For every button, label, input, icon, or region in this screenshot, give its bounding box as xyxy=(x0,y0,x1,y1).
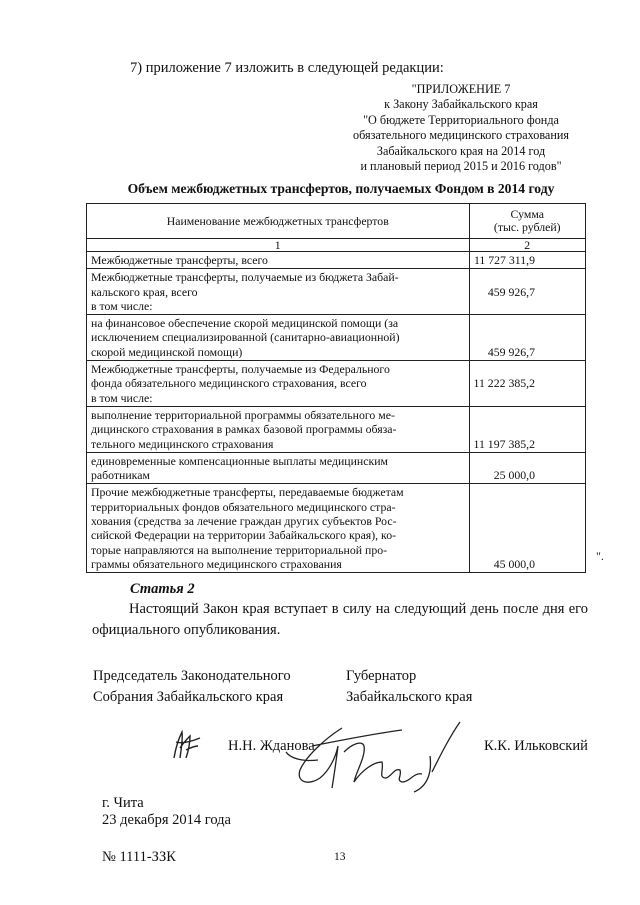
appendix-line: "О бюджете Территориального фонда xyxy=(363,112,559,127)
article-title: Статья 2 xyxy=(130,581,195,597)
column-number-1: 1 xyxy=(87,239,470,252)
signatory-name-left: Н.Н. Жданова xyxy=(228,738,315,754)
row-name: Межбюджетные трансферты, всего xyxy=(87,252,470,269)
table-row xyxy=(87,452,586,484)
table-header-row xyxy=(87,204,586,239)
column-number-2: 2 xyxy=(469,239,586,252)
table-row xyxy=(87,406,586,452)
row-name: единовременные компенсационные выплаты медицинским работникам xyxy=(87,452,470,484)
appendix-header xyxy=(330,82,592,174)
table-row xyxy=(87,361,586,407)
document-number: № 1111-ЗЗК xyxy=(102,849,176,865)
date: 23 декабря 2014 года xyxy=(102,812,231,828)
appendix-line: обязательного медицинского страхования xyxy=(353,128,569,143)
table-row xyxy=(87,252,586,269)
header-sum-cell xyxy=(469,204,586,239)
row-name: Межбюджетные трансферты, получаемые из Федерального фонда обязательного медицинского страхования, всего в том числе: xyxy=(87,361,470,407)
left-handwritten-signature xyxy=(170,728,204,764)
closing-quote: ". xyxy=(596,549,604,563)
appendix-line: Забайкальского края на 2014 год xyxy=(376,143,546,158)
article-text: Настоящий Закон края вступает в силу на следующий день после дня его официального опубликования. xyxy=(92,601,588,638)
row-sum: 25 000,0 xyxy=(469,452,586,484)
right-signatory-line: Забайкальского края xyxy=(346,689,473,705)
left-signatory-title xyxy=(93,666,291,708)
row-name: выполнение территориальной программы обязательного ме- дицинского страхования в рамках базовой программы обяза- тельного медицинского страхования xyxy=(87,406,470,452)
table-row xyxy=(87,269,586,315)
row-sum: 11 727 311,9 xyxy=(469,252,586,269)
appendix-line: и плановый период 2015 и 2016 годов" xyxy=(360,159,562,174)
row-name: Прочие межбюджетные трансферты, передаваемые бюджетам территориальных фондов обязательного медицинского стра- хования (средства за лечение граждан других субъектов Рос- сийской Федерации на территории Забайкальского края), ко- торые направляются на выполнение территориальной про- граммы обязательного медицинского страхования xyxy=(87,484,470,573)
left-signatory-line: Собрания Забайкальского края xyxy=(93,689,284,705)
column-number-row xyxy=(87,239,586,252)
header-sum-text: Сумма (тыс. рублей) xyxy=(493,207,561,234)
row-name: на финансовое обеспечение скорой медицинской помощи (за исключением специализированной (санитарно-авиационной) скорой медицинской помощи) xyxy=(87,315,470,361)
page-number: 13 xyxy=(334,851,346,863)
right-signatory-title xyxy=(346,666,472,708)
row-sum: 459 926,7 xyxy=(469,269,586,315)
table-title: Объем межбюджетных трансфертов, получаемых Фондом в 2014 году xyxy=(127,181,555,196)
row-sum: 45 000,0 xyxy=(469,484,586,573)
row-sum: 11 222 385,2 xyxy=(469,361,586,407)
table-row xyxy=(87,484,586,573)
signatory-name-right: К.К. Ильковский xyxy=(484,738,588,754)
left-signatory-line: Председатель Законодательного xyxy=(93,668,291,684)
appendix-line: к Закону Забайкальского края xyxy=(384,97,538,112)
header-name-cell: Наименование межбюджетных трансфертов xyxy=(87,204,470,239)
right-handwritten-signature xyxy=(282,716,472,796)
row-sum: 459 926,7 xyxy=(469,315,586,361)
row-sum: 11 197 385,2 xyxy=(469,406,586,452)
row-name: Межбюджетные трансферты, получаемые из бюджета Забай- кальского края, всего в том числе: xyxy=(87,269,470,315)
right-signatory-line: Губернатор xyxy=(346,668,417,684)
city: г. Чита xyxy=(102,795,144,811)
appendix-line: "ПРИЛОЖЕНИЕ 7 xyxy=(411,82,511,96)
transfers-table xyxy=(86,203,586,573)
table-row xyxy=(87,315,586,361)
intro-line: 7) приложение 7 изложить в следующей редакции: xyxy=(130,60,444,76)
